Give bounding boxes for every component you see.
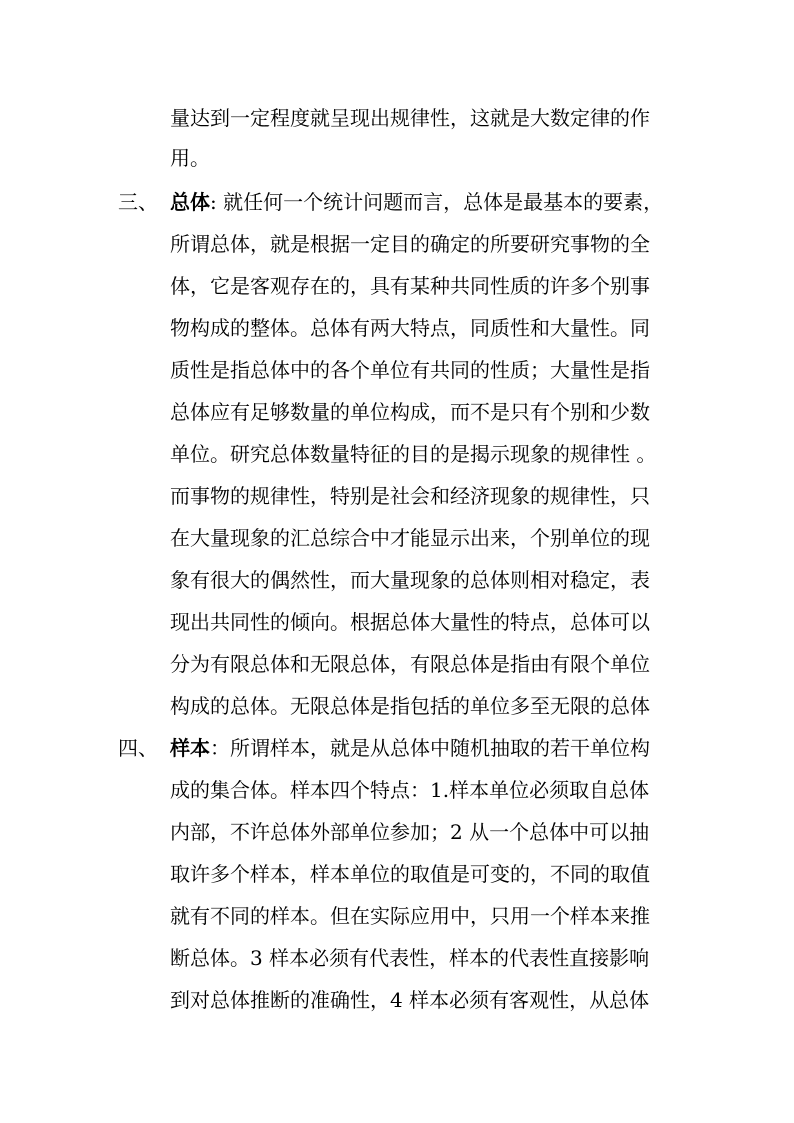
paragraph-line: 总体应有足够数量的单位构成，而不是只有个别和少数 <box>170 400 650 424</box>
paragraph-line: 用。 <box>170 146 210 170</box>
paragraph-line: 分为有限总体和无限总体，有限总体是指由有限个单位 <box>170 652 650 676</box>
paragraph-line: 取许多个样本，样本单位的取值是可变的，不同的取值 <box>170 862 650 886</box>
section-first-line-text: : 就任何一个统计问题而言，总体是最基本的要素， <box>210 190 664 214</box>
paragraph-line: 体，它是客观存在的，具有某种共同性质的许多个别事 <box>170 274 650 298</box>
section-term: 总体 <box>170 190 210 214</box>
paragraph-line: 象有很大的偶然性，而大量现象的总体则相对稳定，表 <box>170 568 650 592</box>
section-term: 样本 <box>170 736 210 760</box>
section-heading-line <box>170 190 680 214</box>
section-first-line-text: ：所谓样本，就是从总体中随机抽取的若干单位构 <box>210 736 650 760</box>
paragraph-line: 成的集合体。样本四个特点：1.样本单位必须取自总体 <box>170 778 650 802</box>
paragraph-line: 物构成的整体。总体有两大特点，同质性和大量性。同 <box>170 316 650 340</box>
section-heading-line <box>170 736 680 760</box>
paragraph-line: 就有不同的样本。但在实际应用中，只用一个样本来推 <box>170 904 650 928</box>
paragraph-line: 而事物的规律性，特别是社会和经济现象的规律性，只 <box>170 484 650 508</box>
paragraph-line: 到对总体推断的准确性，4 样本必须有客观性，从总体 <box>170 988 650 1012</box>
paragraph-line: 内部，不许总体外部单位参加；2 从一个总体中可以抽 <box>170 820 650 844</box>
section-number: 四、 <box>118 736 158 760</box>
paragraph-line: 质性是指总体中的各个单位有共同的性质；大量性是指 <box>170 358 650 382</box>
paragraph-line: 所谓总体，就是根据一定目的确定的所要研究事物的全 <box>170 232 650 256</box>
paragraph-line: 断总体。3 样本必须有代表性，样本的代表性直接影响 <box>170 946 650 970</box>
paragraph-line: 在大量现象的汇总综合中才能显示出来，个别单位的现 <box>170 526 650 550</box>
paragraph-line: 构成的总体。无限总体是指包括的单位多至无限的总体 <box>170 694 650 718</box>
paragraph-line: 量达到一定程度就呈现出规律性，这就是大数定律的作 <box>170 106 650 130</box>
section-number: 三、 <box>118 190 158 214</box>
paragraph-line: 现出共同性的倾向。根据总体大量性的特点，总体可以 <box>170 610 650 634</box>
paragraph-line: 单位。研究总体数量特征的目的是揭示现象的规律性 。 <box>170 442 657 466</box>
